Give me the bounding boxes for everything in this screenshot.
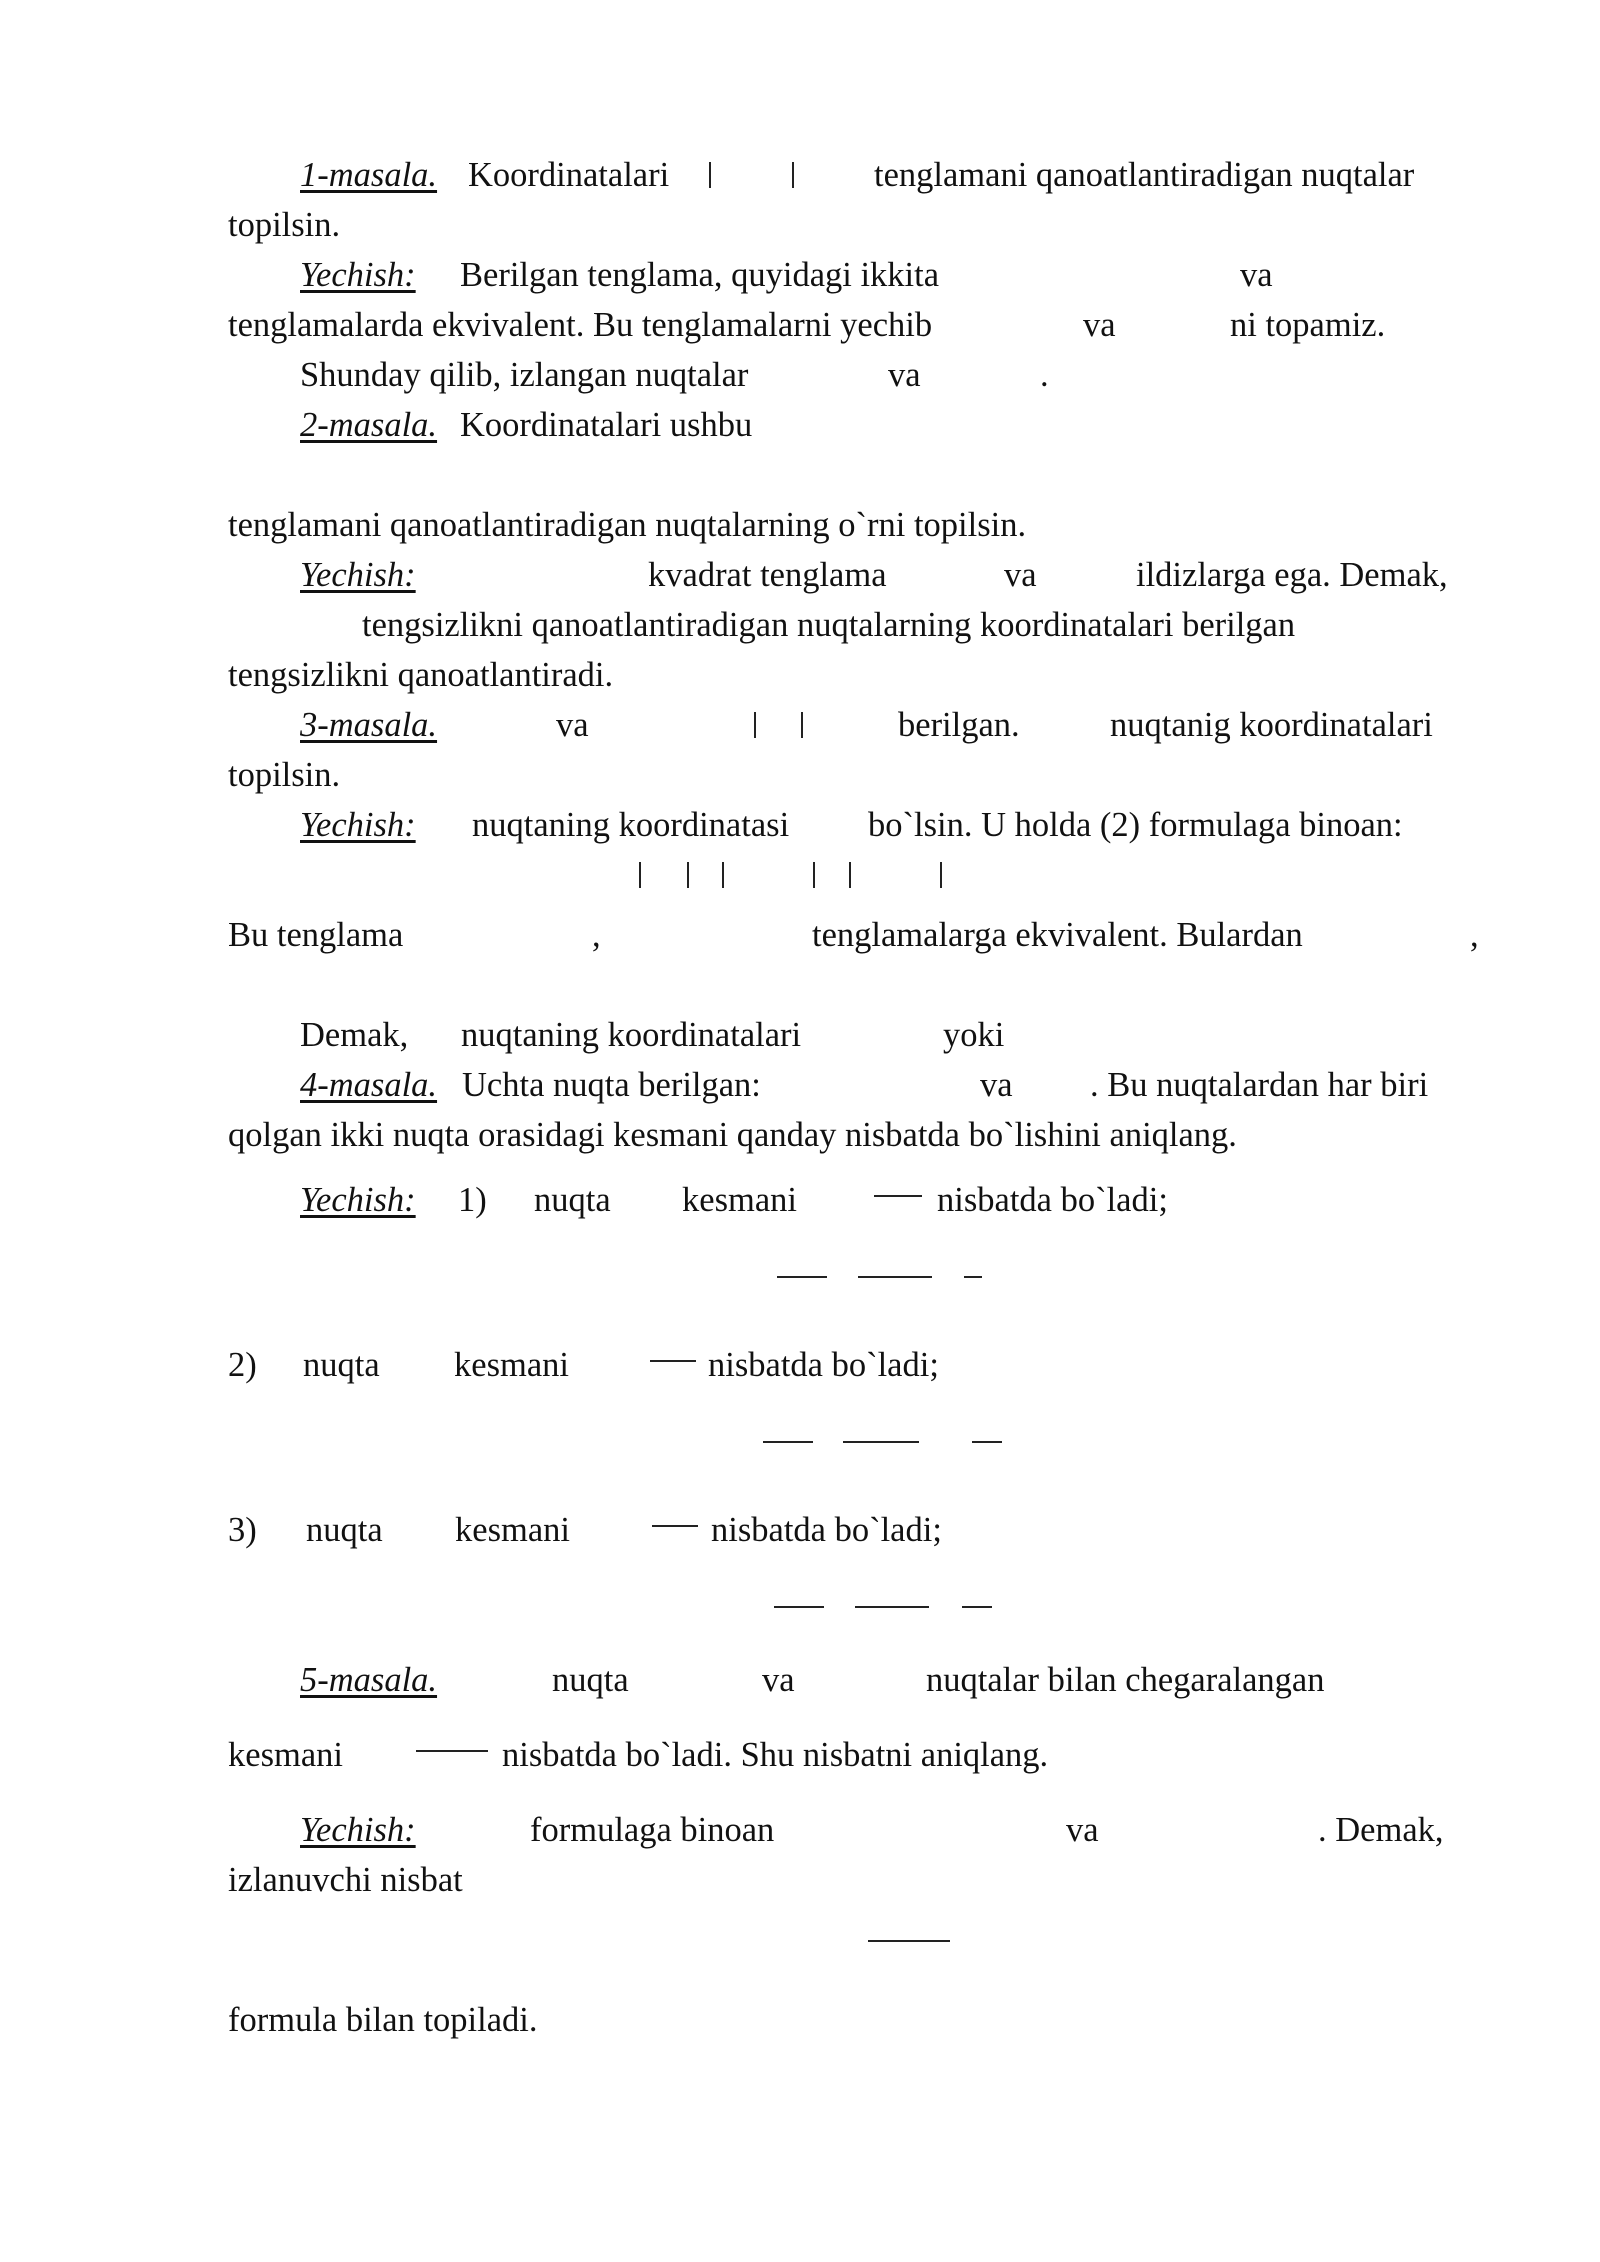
solution-5-text: va: [1066, 1811, 1099, 1849]
solution-3-text: bo`lsin. U holda (2) formulaga binoan:: [868, 806, 1403, 844]
solution-3-text: yoki: [943, 1016, 1005, 1054]
problem-4-text: Uchta nuqta berilgan:: [462, 1066, 761, 1104]
solution-2-text: kvadrat tenglama: [648, 556, 887, 594]
problem-5-text: nuqtalar bilan chegaralangan: [926, 1661, 1325, 1699]
problem-5-text: nisbatda bo`ladi. Shu nisbatni aniqlang.: [502, 1736, 1049, 1774]
solution-2-text: va: [1004, 556, 1037, 594]
problem-5-text: kesmani: [228, 1736, 343, 1774]
abs-bar: [940, 862, 942, 888]
solution-1-text: tenglamalarda ekvivalent. Bu tenglamalarni yechib: [228, 306, 933, 344]
fraction-bar: [858, 1276, 932, 1278]
solution-5-text: formula bilan topiladi.: [228, 2001, 538, 2039]
abs-bar: [792, 162, 794, 188]
problem-1-text: Koordinatalari: [468, 156, 670, 194]
solution-3-label: Yechish:: [300, 806, 416, 844]
fraction-bar: [652, 1525, 698, 1527]
item-text: nisbatda bo`ladi;: [937, 1181, 1168, 1219]
fraction-bar: [972, 1441, 1002, 1443]
problem-2-text: Koordinatalari ushbu: [460, 406, 753, 444]
problem-3-text: berilgan.: [898, 706, 1020, 744]
fraction-bar: [763, 1441, 813, 1443]
abs-bar: [813, 862, 815, 888]
solution-3-text: nuqtaning koordinatalari: [461, 1016, 802, 1054]
abs-bar: [722, 862, 724, 888]
item-text: nuqta: [306, 1511, 383, 1549]
solution-1-text: ni topamiz.: [1230, 306, 1386, 344]
fraction-bar: [777, 1276, 827, 1278]
solution-5-label: Yechish:: [300, 1811, 416, 1849]
problem-2-heading: 2-masala.: [300, 406, 438, 444]
solution-1-text: .: [1040, 356, 1049, 394]
abs-bar: [639, 862, 641, 888]
solution-1-text: Shunday qilib, izlangan nuqtalar: [300, 356, 749, 394]
fraction-bar: [874, 1195, 922, 1197]
fraction-bar: [855, 1606, 929, 1608]
solution-4-label: Yechish:: [300, 1181, 416, 1219]
solution-1-text: va: [888, 356, 921, 394]
problem-3-text: nuqtanig koordinatalari: [1110, 706, 1433, 744]
solution-5-text: . Demak,: [1318, 1811, 1444, 1849]
fraction-bar: [416, 1750, 488, 1752]
fraction-bar: [843, 1441, 919, 1443]
problem-4-text: qolgan ikki nuqta orasidagi kesmani qanday nisbatda bo`lishini aniqlang.: [228, 1116, 1237, 1154]
solution-2-text: ildizlarga ega. Demak,: [1136, 556, 1448, 594]
solution-1-text: va: [1083, 306, 1116, 344]
item-number: 2): [228, 1346, 257, 1384]
fraction-bar: [774, 1606, 824, 1608]
problem-1-text: tenglamani qanoatlantiradigan nuqtalar: [874, 156, 1415, 194]
item-text: nisbatda bo`ladi;: [711, 1511, 942, 1549]
solution-2-label: Yechish:: [300, 556, 416, 594]
problem-1-text: topilsin.: [228, 206, 341, 244]
problem-2-text: tenglamani qanoatlantiradigan nuqtalarning o`rni topilsin.: [228, 506, 1027, 544]
solution-1-label: Yechish:: [300, 256, 416, 294]
abs-bar: [709, 162, 711, 188]
item-text: kesmani: [455, 1511, 570, 1549]
problem-5-text: va: [762, 1661, 795, 1699]
fraction-bar: [868, 1940, 950, 1942]
problem-3-text: topilsin.: [228, 756, 341, 794]
problem-3-text: va: [556, 706, 589, 744]
solution-2-text: tengsizlikni qanoatlantiradigan nuqtalarning koordinatalari berilgan: [362, 606, 1296, 644]
abs-bar: [849, 862, 851, 888]
problem-5-text: nuqta: [552, 1661, 629, 1699]
problem-4-text: . Bu nuqtalardan har biri: [1090, 1066, 1429, 1104]
fraction-bar: [964, 1276, 982, 1278]
abs-bar: [754, 712, 756, 738]
problem-4-text: va: [980, 1066, 1013, 1104]
solution-3-text: ,: [592, 916, 601, 954]
abs-bar: [801, 712, 803, 738]
problem-4-heading: 4-masala.: [300, 1066, 438, 1104]
solution-1-text: Berilgan tenglama, quyidagi ikkita: [460, 256, 940, 294]
solution-5-text: formulaga binoan: [530, 1811, 775, 1849]
solution-3-text: tenglamalarga ekvivalent. Bulardan: [812, 916, 1303, 954]
item-text: nuqta: [534, 1181, 611, 1219]
solution-3-text: ,: [1470, 916, 1479, 954]
problem-5-heading: 5-masala.: [300, 1661, 438, 1699]
item-text: kesmani: [454, 1346, 569, 1384]
abs-bar: [687, 862, 689, 888]
item-text: nuqta: [303, 1346, 380, 1384]
item-number: 1): [458, 1181, 487, 1219]
item-number: 3): [228, 1511, 257, 1549]
problem-1-heading: 1-masala.: [300, 156, 438, 194]
solution-3-text: nuqtaning koordinatasi: [472, 806, 790, 844]
solution-5-text: izlanuvchi nisbat: [228, 1861, 463, 1899]
solution-2-text: tengsizlikni qanoatlantiradi.: [228, 656, 614, 694]
solution-3-text: Bu tenglama: [228, 916, 404, 954]
solution-3-text: Demak,: [300, 1016, 409, 1054]
solution-1-text: va: [1240, 256, 1273, 294]
problem-3-heading: 3-masala.: [300, 706, 438, 744]
fraction-bar: [962, 1606, 992, 1608]
item-text: kesmani: [682, 1181, 797, 1219]
fraction-bar: [650, 1360, 696, 1362]
item-text: nisbatda bo`ladi;: [708, 1346, 939, 1384]
